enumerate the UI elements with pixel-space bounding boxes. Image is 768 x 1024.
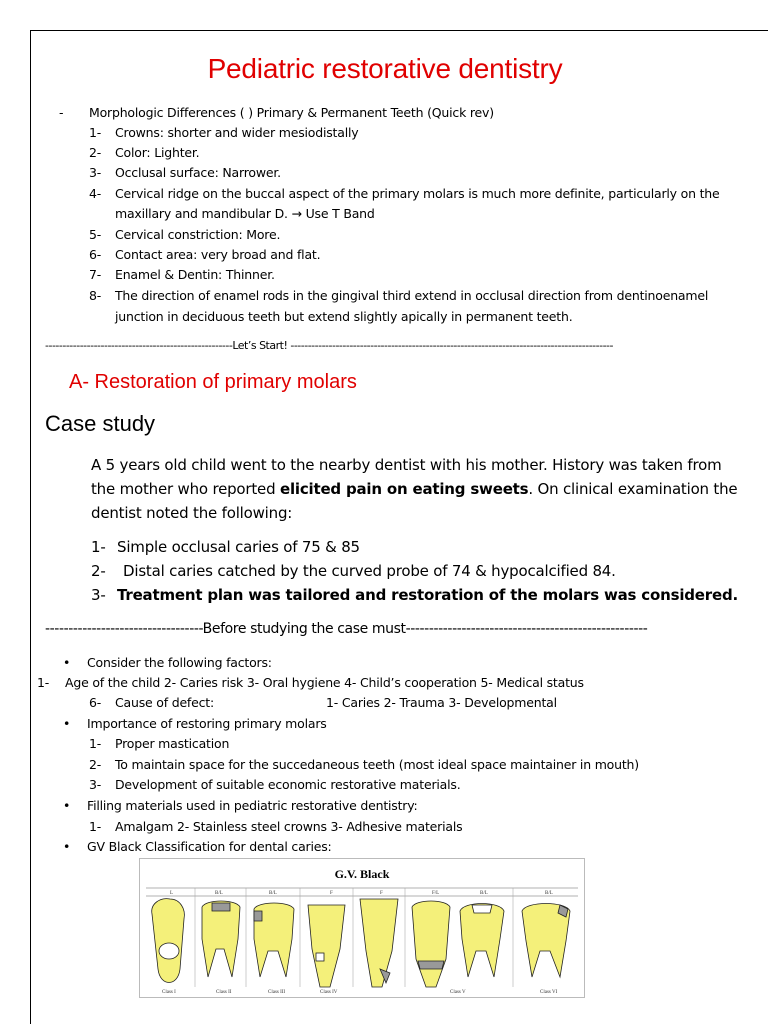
page-title: Pediatric restorative dentistry [207,53,563,84]
bullet-item: • Consider the following factors: [63,655,272,670]
caries-mark [212,903,230,911]
bullet-item: • Importance of restoring primary molars [63,716,327,731]
figure-title: G.V. Black [334,867,390,881]
tooth-shape [152,899,185,983]
surface-label: B/L [269,891,277,896]
class-label: Class V [450,990,466,995]
class-label: Class III [268,990,286,995]
caries-mark [316,953,324,961]
morph-heading-row [59,103,494,123]
document-page [30,30,768,1024]
factors-line: 6- Cause of defect: 1- Caries 2- Trauma 3- Developmental [89,695,557,710]
dash-marker: - [59,105,64,120]
list-item: 2- Color: Lighter. [89,145,200,160]
surface-label: F/L [432,891,440,896]
tooth-shape [460,904,504,978]
case-study-heading: Case study [45,411,156,436]
class-label: Class II [216,990,232,995]
surface-label: F [380,891,383,896]
list-item: 5- Cervical constriction: More. [89,227,281,242]
factors-line: 1- Age of the child 2- Caries risk 3- Oral hygiene 4- Child’s cooperation 5- Medical status [37,675,584,690]
class-label: Class I [162,990,176,995]
list-item: 6- Contact area: very broad and flat. [89,247,321,262]
surface-label: B/L [215,891,223,896]
caries-mark [472,905,492,913]
class-label: Class VI [540,990,558,995]
tooth-shape [412,901,450,987]
tooth-shape [202,901,240,977]
caries-mark [418,961,444,969]
case-item: 2- Distal caries catched by the curved probe of 74 & hypocalcified 84. [91,562,616,580]
caries-mark [159,943,179,959]
gv-black-figure [139,858,585,998]
separator-before-studying: ----------------------------------Before studying the case must---------------------------------------------------- [45,621,648,637]
case-paragraph-line: A 5 years old child went to the nearby dentist with his mother. History was taken from [91,456,722,474]
case-item: 3- Treatment plan was tailored and restoration of the molars was considered. [91,586,738,604]
list-item: 2- To maintain space for the succedaneous teeth (most ideal space maintainer in mouth) [89,757,639,772]
bullet-item: • Filling materials used in pediatric restorative dentistry: [63,798,418,813]
list-item: 8- The direction of enamel rods in the gingival third extend in occlusal direction from dentinoenamel [89,288,709,303]
section-a-heading: A- Restoration of primary molars [69,371,357,393]
list-item-continuation: maxillary and mandibular D. → Use T Band [115,206,375,221]
list-item: 3- Development of suitable economic restorative materials. [89,777,461,792]
surface-label: B/L [545,891,553,896]
case-paragraph-line: dentist noted the following: [91,504,293,522]
morph-heading: Morphologic Differences ( ) Primary & Permanent Teeth (Quick rev) [89,105,494,120]
surface-label: L [170,891,174,896]
bullet-item: • GV Black Classification for dental caries: [63,839,332,854]
list-item: 1- Amalgam 2- Stainless steel crowns 3- Adhesive materials [89,819,463,834]
list-item: 1- Crowns: shorter and wider mesiodistally [89,125,359,140]
class-label: Class IV [320,990,338,995]
separator-lets-start: ------------------------------------------------------Let’s Start! --------------------------------------------------------------------------------------------- [45,339,613,352]
tooth-shape [308,905,345,987]
case-paragraph-line: the mother who reported elicited pain on eating sweets. On clinical examination the [91,480,738,498]
case-item: 1- Simple occlusal caries of 75 & 85 [91,538,360,556]
surface-label: F [330,891,333,896]
caries-mark [254,911,262,921]
tooth-shape [360,899,398,987]
list-item: 3- Occlusal surface: Narrower. [89,165,281,180]
surface-label: B/L [480,891,488,896]
list-item: 1- Proper mastication [89,736,230,751]
list-item: 7- Enamel & Dentin: Thinner. [89,267,275,282]
list-item: 4- Cervical ridge on the buccal aspect of the primary molars is much more definite, particularly on the [89,186,720,201]
list-item-continuation: junction in deciduous teeth but extend slightly apically in permanent teeth. [115,309,573,324]
gv-black-illustration [140,859,584,997]
highlight-text: elicited pain on eating sweets [279,480,529,498]
